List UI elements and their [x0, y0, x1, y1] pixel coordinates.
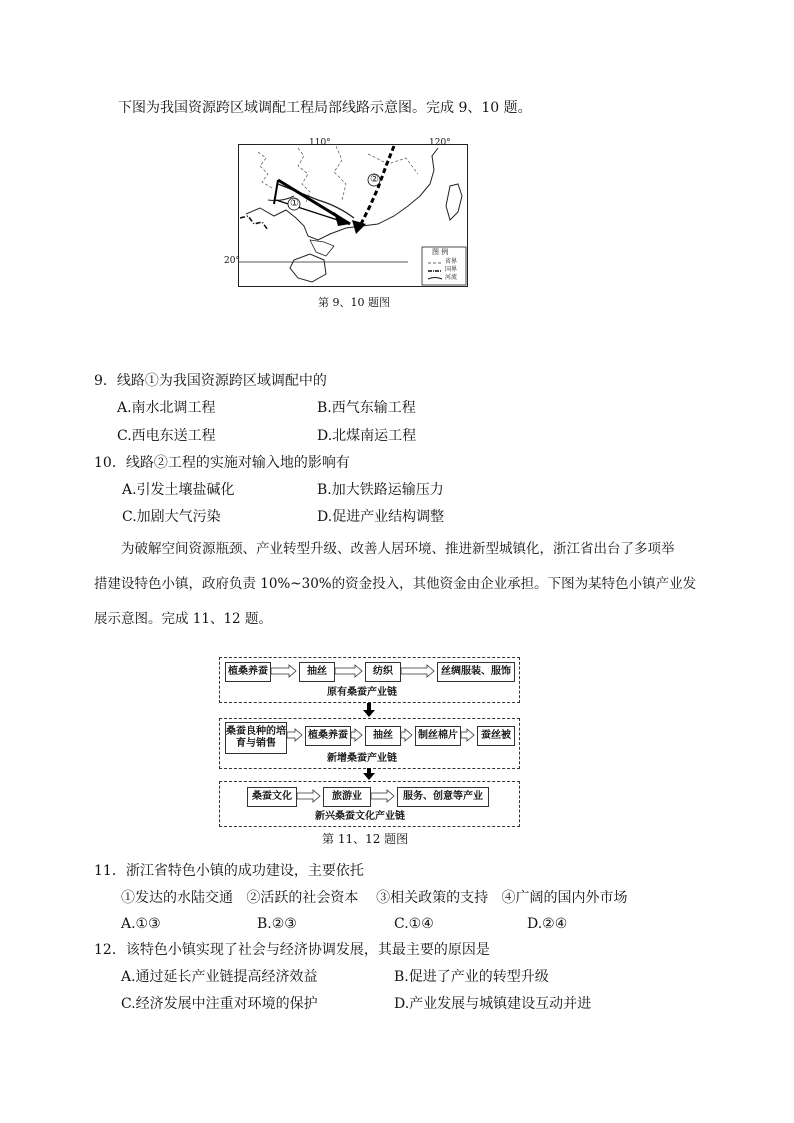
- legend-national-border: 国界: [445, 266, 458, 273]
- q11-option-d: D.②④: [527, 916, 568, 932]
- flow-arrows: [219, 657, 520, 828]
- resource-route-map: [224, 138, 468, 287]
- intro-9-10: 下图为我国资源跨区域调配工程局部线路示意图。完成 9、10 题。: [118, 100, 532, 116]
- q11-items: ①发达的水陆交通 ②活跃的社会资本 ③相关政策的支持 ④广阔的国内外市场: [121, 890, 628, 906]
- row2-label: 新增桑蚕产业链: [327, 753, 397, 764]
- map-drawing: [238, 144, 468, 287]
- row2-node-5: 蚕丝被: [477, 726, 515, 746]
- lat-20-label: 20°: [224, 256, 240, 266]
- q11-option-a: A.①③: [121, 916, 161, 932]
- q9-option-d: D.北煤南运工程: [317, 428, 417, 444]
- row1-node-3: 纺织: [365, 662, 401, 682]
- q12-option-d: D.产业发展与城镇建设互动并进: [394, 996, 592, 1012]
- row1-label: 原有桑蚕产业链: [327, 687, 397, 698]
- row3-node-2: 旅游业: [323, 787, 371, 807]
- intro-11-12-line1: 为破解空间资源瓶颈、产业转型升级、改善人居环境、推进新型城镇化，浙江省出台了多项举: [121, 541, 675, 557]
- q10-option-c: C.加剧大气污染: [122, 509, 221, 525]
- lon-110-label: 110°: [309, 138, 331, 148]
- row3-node-1: 桑蚕文化: [247, 787, 297, 807]
- q10-option-d: D.促进产业结构调整: [317, 509, 445, 525]
- q10-option-b: B.加大铁路运输压力: [317, 482, 444, 498]
- q11-stem: 11．浙江省特色小镇的成功建设，主要依托: [94, 863, 364, 879]
- q9-stem: 9．线路①为我国资源跨区域调配中的: [94, 373, 327, 389]
- row3-node-3: 服务、创意等产业: [397, 787, 489, 807]
- q9-option-b: B.西气东输工程: [317, 400, 416, 416]
- q12-stem: 12．该特色小镇实现了社会与经济协调发展，其最主要的原因是: [94, 942, 490, 958]
- route-2-label: ②: [370, 174, 379, 185]
- legend-river: 河流: [445, 274, 458, 281]
- intro-11-12-line3: 展示意图。完成 11、12 题。: [94, 611, 272, 627]
- lon-120-label: 120°: [429, 138, 451, 148]
- row3-label: 新兴桑蚕文化产业链: [315, 811, 405, 822]
- legend-province-border: 省界: [445, 258, 458, 265]
- q9-option-a: A.南水北调工程: [117, 400, 216, 416]
- row1-node-1: 植桑养蚕: [225, 662, 271, 682]
- row2-node-2: 植桑养蚕: [305, 726, 351, 746]
- row2-node-3: 抽丝: [365, 726, 401, 746]
- row1-node-2: 抽丝: [299, 662, 335, 682]
- silk-industry-flow-diagram: [219, 657, 520, 828]
- q12-option-c: C.经济发展中注重对环境的保护: [121, 996, 318, 1012]
- flow-caption: 第 11、12 题图: [322, 832, 409, 846]
- intro-11-12-line2: 措建设特色小镇，政府负责 10%~30%的资金投入，其他资金由企业承担。下图为某特色小镇产业发: [94, 576, 697, 592]
- row1-node-4: 丝绸服装、服饰: [437, 662, 515, 682]
- q11-option-b: B.②③: [257, 916, 297, 932]
- q12-option-a: A.通过延长产业链提高经济效益: [121, 969, 318, 985]
- q10-stem: 10．线路②工程的实施对输入地的影响有: [94, 455, 350, 471]
- row2-node-4: 制丝棉片: [415, 726, 461, 746]
- q12-option-b: B.促进了产业的转型升级: [394, 969, 549, 985]
- legend-title: 图 例: [432, 248, 449, 256]
- map-caption: 第 9、10 题图: [318, 296, 390, 309]
- q10-option-a: A.引发土壤盐碱化: [122, 482, 235, 498]
- q9-option-c: C.西电东送工程: [117, 428, 216, 444]
- route-1-label: ①: [290, 198, 299, 209]
- row2-node-1: 桑蚕良种的培育与销售: [225, 722, 287, 754]
- q11-option-c: C.①④: [394, 916, 434, 932]
